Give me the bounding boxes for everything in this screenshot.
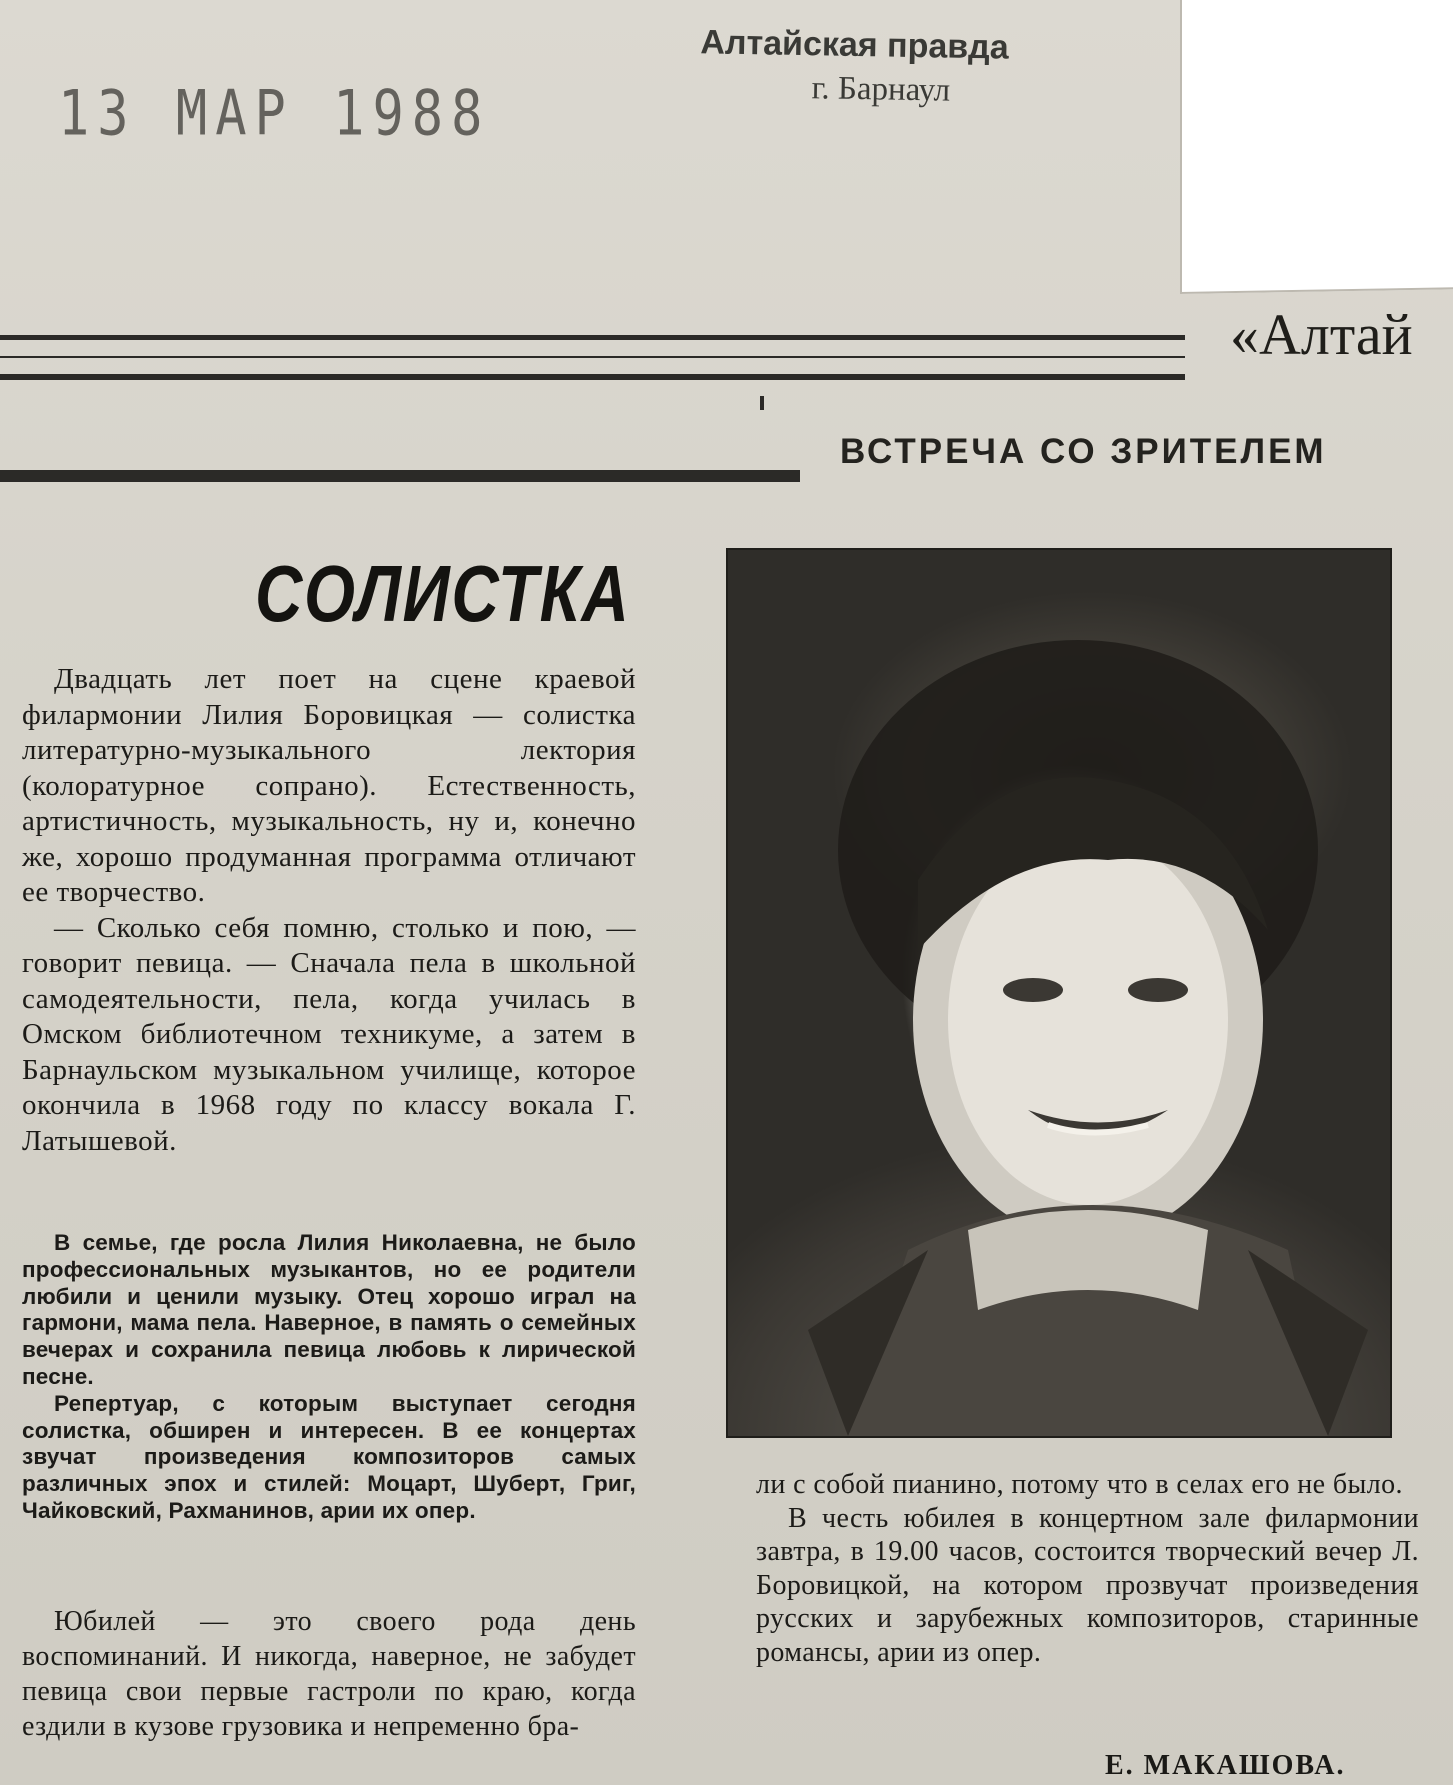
article-paragraph: Двадцать лет поет на сцене краевой филармонии Лилия Боровицкая — солистка литературно-музыкального лектория (колоратурное сопрано). Естественность, артистичность, музыкальность, ну и, конечно же, хорошо продуманная программа отличают ее творчество. [22, 663, 636, 908]
newspaper-stamp [699, 22, 1130, 114]
portrait-photo [726, 548, 1392, 1438]
article-paragraph: В честь юбилея в концертном зале филармонии завтра, в 19.00 часов, состоится творческий вечер Л. Боровицкой, на котором прозвучат произведения русских и зарубежных композиторов, старинные романсы, арии из опер. [756, 1502, 1419, 1668]
article-headline: СОЛИСТКА [255, 549, 631, 638]
article-paragraph: — Сколько себя помню, столько и пою, — говорит певица. — Сначала пела в школьной самодеятельности, пела, когда училась в Омском библиотечном техникуме, а затем в Барнаульском музыкальном училище, которое окончила в 1968 году по классу вокала Г. Латышевой. [22, 911, 636, 1157]
article-column-right [756, 1468, 1419, 1669]
stamp-city: г. Барнаул [811, 69, 951, 109]
article-paragraph: Репертуар, с которым выступает сегодня солистка, обширен и интересен. В ее концертах звучат произведения композиторов самых различных эпох и стилей: Моцарт, Шуберт, Григ, Чайковский, Рахманинов, арии их опер. [22, 1390, 636, 1523]
article-paragraph: Юбилей — это своего рода день воспоминаний. И никогда, наверное, не забудет певица свои первые гастроли по краю, когда ездили в кузове грузовика и непременно бра- [22, 1606, 636, 1742]
masthead-rule-bottom [0, 374, 1185, 380]
article-author: Е. МАКАШОВА. [1105, 1750, 1346, 1781]
portrait-image [728, 550, 1390, 1436]
article-column-left-top [22, 662, 636, 1159]
ornament-tick [760, 396, 764, 410]
rubric-rule [0, 470, 800, 482]
article-column-left-bottom [22, 1230, 636, 1525]
article-paragraph: В семье, где росла Лилия Николаевна, не было профессиональных музыкантов, но ее родители любили и ценили музыку. Отец хорошо играл на гармони, мама пела. Наверное, в память о семейных вечерах и сохранила певица любовь к лирической песне. [22, 1230, 636, 1389]
masthead-rule-middle [0, 356, 1185, 358]
stamp-newspaper-name: Алтайская правда [700, 23, 1010, 67]
rubric-title: ВСТРЕЧА СО ЗРИТЕЛЕМ [840, 432, 1327, 471]
masthead-rule-top [0, 335, 1185, 340]
article-paragraph-continuation: ли с собой пианино, потому что в селах его не было. [756, 1469, 1403, 1500]
masthead-fragment: «Алтай [1230, 302, 1413, 367]
torn-corner [1180, 0, 1453, 294]
article-column-left-end [22, 1604, 636, 1744]
date-stamp: 13 МАР 1988 [58, 78, 491, 150]
